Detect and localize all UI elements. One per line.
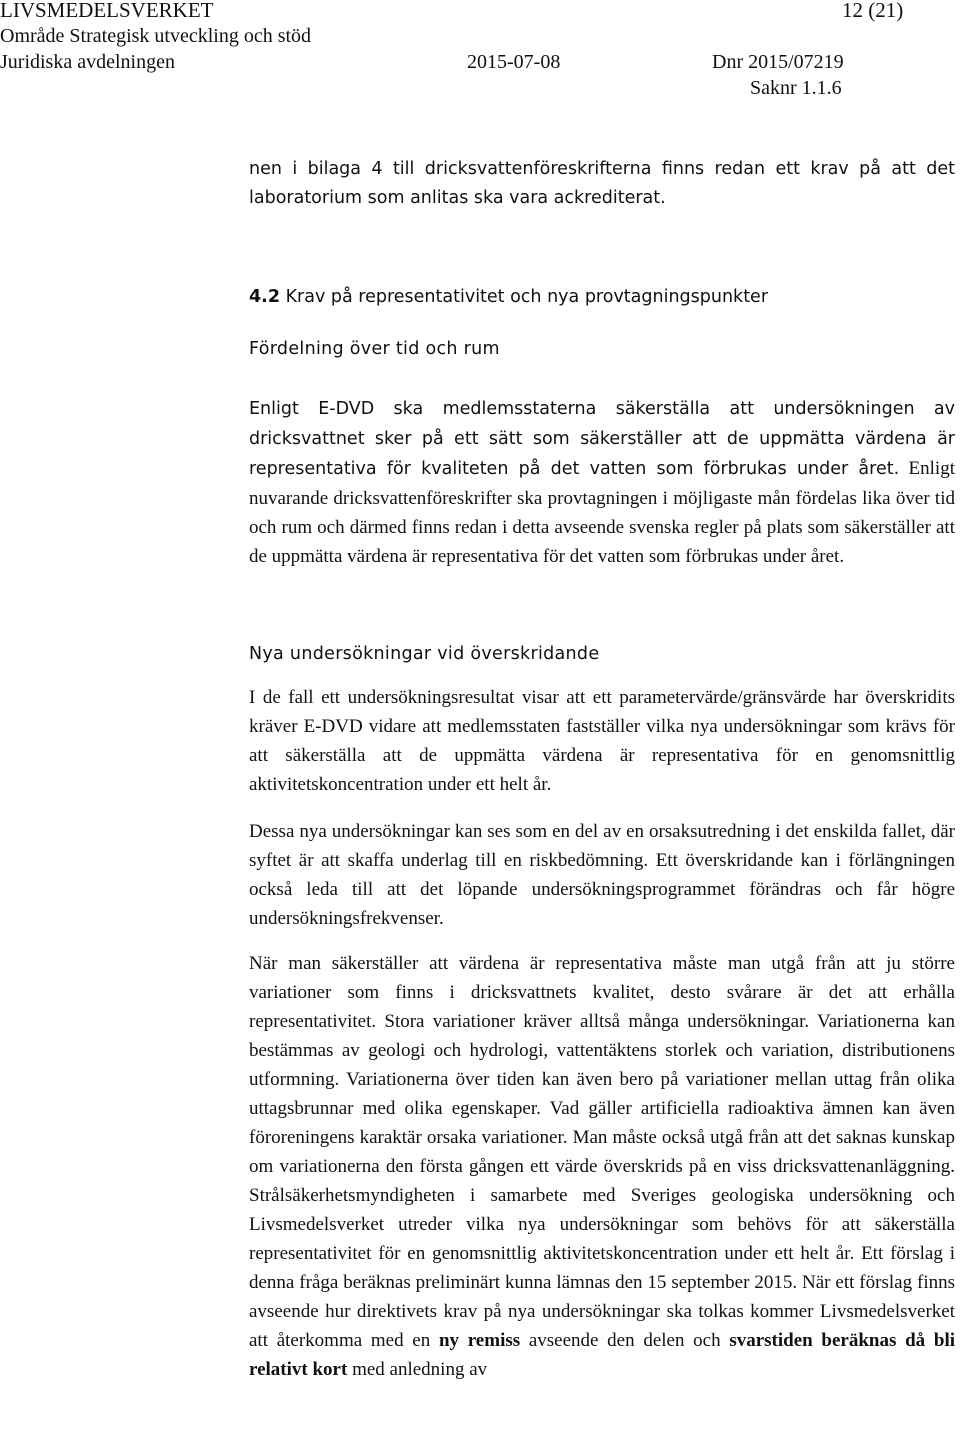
department-name: Juridiska avdelningen bbox=[0, 51, 175, 73]
subheading-new-investigations: Nya undersökningar vid överskridande bbox=[249, 644, 600, 664]
section-heading bbox=[249, 287, 768, 307]
bold-response-time: svarstiden beräknas då bli relativt kort bbox=[249, 1330, 956, 1380]
page-number: 12 (21) bbox=[842, 0, 904, 22]
paragraph-continued: nen i bilaga 4 till dricksvattenföreskrifterna finns redan ett krav på att det laboratorium som anlitas ska vara ackrediterat. bbox=[249, 159, 955, 208]
paragraph-variations: När man säkerställer att värdena är representativa måste man utgå från att ju större variationer som finns i dricksvattnets kvalitet, desto svårare är det att erhålla representativitet. Stora variationer kräver alltså många undersökningar. Variationerna kan bestämmas av geologi och hydrologi, vattentäktens storlek och variation, distributionens utformning. Variationerna över tiden kan även bero på variationer mellan uttag från olika uttagsbrunnar med olika egenskaper. Vad gäller artificiella radioaktiva ämnen kan även föroreningens karaktär orsaka variationer. Man måste också utgå från att det saknas kunskap om variationerna den första gången ett värde överskrids på en viss dricksvattenanläggning. Strålsäkerhetsmyndigheten i samarbete med Sveriges geologiska undersökning och Livsmedelsverket utreder vilka nya undersökningar som behövs för att säkerställa representativitet för en genomsnittlig aktivitetskoncentration under ett helt år. Ett förslag i denna fråga beräknas preliminärt kunna lämnas den 15 september 2015. När ett förslag finns avseende hur direktivets krav på nya undersökningar ska tolkas kommer Livsmedelsverket att återkomma med en ny remiss avseende den delen och svarstiden beräknas då bli relativt kort med anledning av bbox=[249, 953, 956, 1380]
section-title: Krav på representativitet och nya provtagningspunkter bbox=[280, 287, 769, 307]
section-number: 4.2 bbox=[249, 287, 281, 307]
case-number: Saknr 1.1.6 bbox=[750, 77, 842, 99]
subheading-distribution: Fördelning över tid och rum bbox=[249, 339, 500, 359]
paragraph-representativity: Enligt E-DVD ska medlemsstaterna säkerställa att undersökningen av dricksvattnet sker på ett sätt som säkerställer att de uppmätta värdena är representativa för kvaliteten på det vatten som förbrukas under året. Enligt nuvarande dricksvattenföreskrifter ska provtagningen i möjligaste mån fördelas lika över tid och rum och därmed finns redan i detta avseende svenska regler på plats som säkerställer att de uppmätta värdena är representativa för det vatten som förbrukas under året. bbox=[249, 399, 955, 567]
agency-name: LIVSMEDELSVERKET bbox=[0, 0, 214, 22]
paragraph-cause-investigation: Dessa nya undersökningar kan ses som en del av en orsaksutredning i det enskilda fallet, där syftet är att skaffa underlag till en riskbedömning. Ett överskridande kan i förlängningen också leda till att det löpande undersökningsprogrammet förändras och får högre undersökningsfrekvenser. bbox=[249, 821, 955, 929]
paragraph-exceedance: I de fall ett undersökningsresultat visar att ett parametervärde/gränsvärde har överskridits kräver E-DVD vidare att medlemsstaten fastställer vilka nya undersökningar som krävs för att säkerställa att de uppmätta värdena är representativa för en genomsnittlig aktivitetskoncentration under ett helt år. bbox=[249, 687, 955, 795]
area-name: Område Strategisk utveckling och stöd bbox=[0, 25, 312, 47]
diary-number: Dnr 2015/07219 bbox=[712, 51, 844, 73]
bold-new-referral: ny remiss bbox=[438, 1330, 521, 1351]
document-date: 2015-07-08 bbox=[467, 51, 561, 73]
